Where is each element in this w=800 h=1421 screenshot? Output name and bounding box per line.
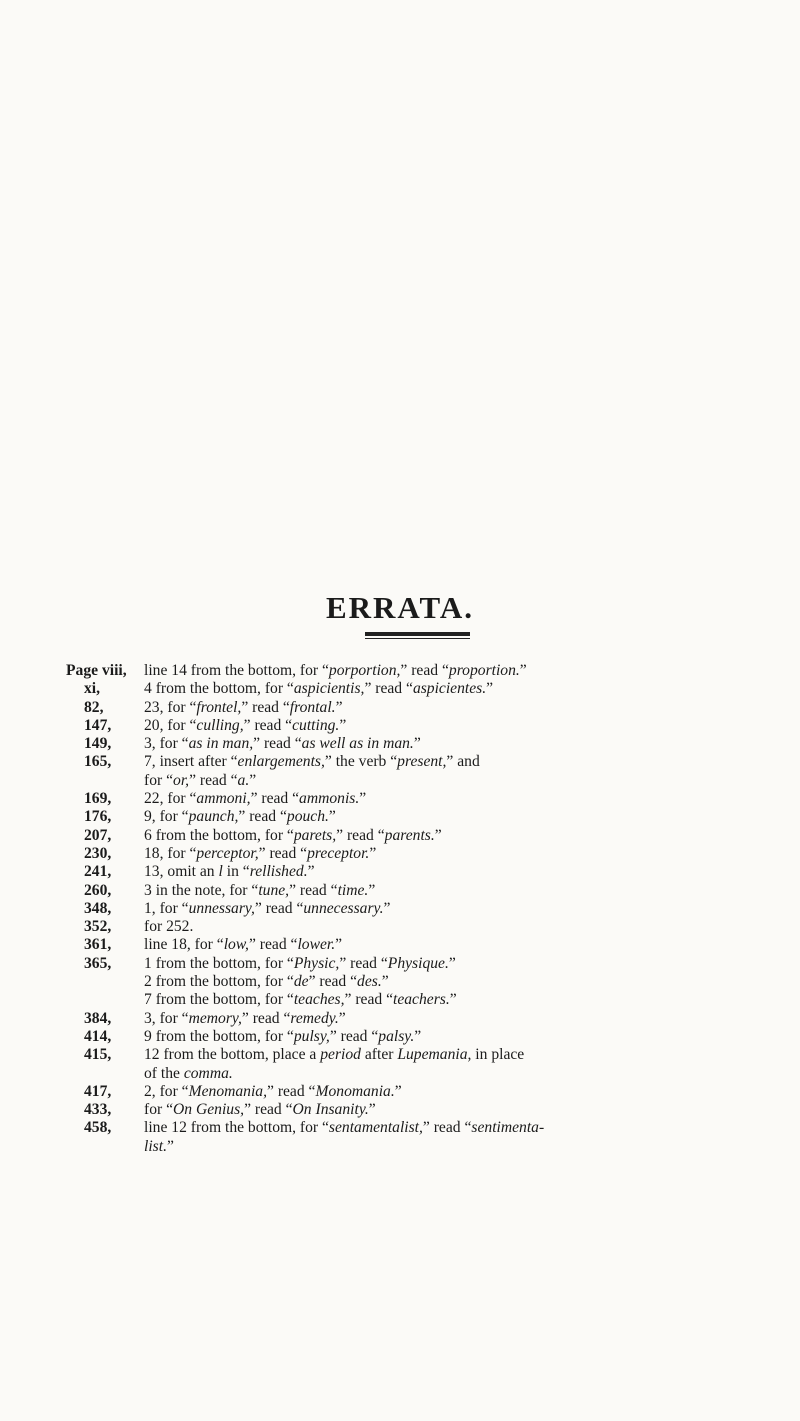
errata-post: ” <box>328 808 336 826</box>
errata-wrong: paunch, <box>188 808 239 826</box>
errata-pre: 20, for “ <box>144 716 197 734</box>
errata-mid: ” read “ <box>253 735 302 753</box>
errata-mid: ” read “ <box>238 808 287 826</box>
errata-mid: ” read “ <box>250 790 300 808</box>
errata-text <box>144 1028 774 1046</box>
errata-wrong: period <box>320 1046 361 1064</box>
errata-entry <box>84 973 774 991</box>
errata-post: ” <box>486 680 494 698</box>
errata-page-number: 149, <box>84 735 112 753</box>
errata-right: remedy. <box>290 1009 339 1027</box>
errata-right: rellished. <box>249 863 308 881</box>
errata-pre: 2 from the bottom, for “ <box>144 973 294 991</box>
errata-text <box>144 955 774 973</box>
errata-right: present, <box>397 753 447 771</box>
errata-post: ” <box>335 936 343 954</box>
errata-pre: 9 from the bottom, for “ <box>144 1027 294 1045</box>
errata-text <box>144 1065 774 1083</box>
errata-entry <box>84 863 774 881</box>
errata-mid: ” read “ <box>400 662 449 679</box>
errata-text <box>144 863 774 881</box>
errata-post: ” <box>381 973 389 991</box>
errata-pre: 6 from the bottom, for “ <box>144 826 294 844</box>
errata-pre: 23, for “ <box>144 698 197 716</box>
errata-text <box>144 735 774 753</box>
errata-pre: 18, for “ <box>144 844 197 862</box>
errata-pre: 3 in the note, for “ <box>144 881 259 899</box>
errata-text <box>144 827 774 845</box>
errata-entry <box>84 717 774 735</box>
errata-text <box>144 808 774 826</box>
errata-page-number <box>84 1138 144 1156</box>
errata-right: des. <box>357 973 382 991</box>
errata-mid: ” read “ <box>241 1009 291 1027</box>
errata-pre: 2, for “ <box>144 1082 189 1100</box>
errata-wrong: list. <box>144 1137 167 1155</box>
errata-page-number: 207, <box>84 826 112 844</box>
errata-page-number: 365, <box>84 954 112 972</box>
errata-page-number: 414, <box>84 1027 112 1045</box>
errata-text <box>144 753 774 771</box>
errata-pre: line 18, for “ <box>144 936 224 954</box>
errata-right: parents. <box>384 826 435 844</box>
errata-pre: 22, for “ <box>144 790 197 808</box>
errata-mid: ” read “ <box>289 881 338 899</box>
errata-pre: line 12 from the bottom, for “ <box>144 1119 329 1137</box>
errata-entry <box>84 1083 774 1101</box>
errata-right: proportion. <box>448 662 520 679</box>
errata-page-number <box>84 772 144 790</box>
errata-wrong: parets, <box>293 826 337 844</box>
errata-text <box>144 772 774 790</box>
errata-mid: ” read “ <box>241 698 290 716</box>
errata-entry <box>84 1046 774 1064</box>
errata-right: lower. <box>297 936 336 954</box>
errata-post: ” <box>335 698 343 716</box>
errata-page-number: 352, <box>84 918 112 936</box>
errata-page-number: 169, <box>84 790 112 808</box>
errata-post: in place <box>471 1046 525 1064</box>
errata-mid: after <box>360 1046 398 1064</box>
errata-page-number: xi, <box>84 680 101 698</box>
errata-post: ” <box>414 1027 422 1045</box>
errata-wrong: teaches, <box>293 991 345 1009</box>
errata-post: ” <box>383 899 391 917</box>
errata-page-number: 147, <box>84 716 112 734</box>
errata-text <box>144 1138 774 1156</box>
errata-post: ” and <box>446 753 480 771</box>
errata-entry <box>84 955 774 973</box>
errata-mid: ” read “ <box>339 954 388 972</box>
title-rule-thick <box>365 632 470 636</box>
errata-page-number: 458, <box>84 1119 112 1137</box>
errata-text <box>144 900 774 918</box>
errata-page-number: Page viii, <box>66 662 127 679</box>
errata-right: a. <box>237 771 250 789</box>
errata-page-number: 433, <box>84 1101 112 1119</box>
errata-wrong: l <box>218 863 223 881</box>
errata-wrong: sentamentalist, <box>328 1119 423 1137</box>
errata-page-number: 165, <box>84 753 112 771</box>
errata-right: time. <box>337 881 369 899</box>
page-title: ERRATA. <box>325 590 475 625</box>
errata-wrong: de <box>293 973 309 991</box>
errata-wrong: memory, <box>188 1009 242 1027</box>
errata-post: ” <box>368 1101 376 1119</box>
errata-mid: ” read “ <box>364 680 413 698</box>
errata-right: ammonis. <box>299 790 360 808</box>
errata-mid: ” read “ <box>422 1119 472 1137</box>
errata-right: preceptor. <box>307 844 370 862</box>
errata-page-number: 361, <box>84 936 112 954</box>
errata-wrong: enlargements, <box>237 753 325 771</box>
errata-post: ” <box>338 1009 346 1027</box>
errata-mid: ” read “ <box>244 1101 293 1119</box>
errata-text <box>144 662 774 680</box>
errata-text <box>144 680 774 698</box>
errata-mid: ” read “ <box>258 844 308 862</box>
errata-text <box>144 699 774 717</box>
errata-page-number: 260, <box>84 881 112 899</box>
errata-mid: ” read “ <box>308 973 358 991</box>
errata-text <box>144 882 774 900</box>
errata-right: On Insanity. <box>292 1101 369 1119</box>
errata-right: Lupemania, <box>397 1046 472 1064</box>
errata-pre: 7 from the bottom, for “ <box>144 991 294 1009</box>
errata-post: ” <box>448 954 456 972</box>
errata-mid: ” <box>166 1137 174 1155</box>
errata-pre: 3, for “ <box>144 1009 189 1027</box>
errata-pre: 3, for “ <box>144 735 189 753</box>
errata-mid: ” read “ <box>254 899 304 917</box>
errata-pre: 4 from the bottom, for “ <box>144 680 294 698</box>
errata-page-number: 417, <box>84 1082 112 1100</box>
errata-entry <box>84 1010 774 1028</box>
errata-entry <box>84 918 774 936</box>
errata-wrong: culling, <box>196 716 244 734</box>
errata-text <box>144 1101 774 1119</box>
errata-mid: ” read “ <box>189 771 238 789</box>
errata-page-number: 348, <box>84 899 112 917</box>
errata-entry <box>84 991 774 1009</box>
errata-entry <box>84 1101 774 1119</box>
errata-text <box>144 1119 774 1137</box>
errata-post: ” <box>307 863 315 881</box>
errata-text <box>144 973 774 991</box>
errata-text <box>144 1083 774 1101</box>
errata-entry <box>66 662 774 680</box>
errata-page-number <box>84 973 144 991</box>
errata-post: ” <box>434 826 442 844</box>
errata-right: pouch. <box>286 808 329 826</box>
errata-page-number: 415, <box>84 1046 112 1064</box>
errata-entry <box>84 1028 774 1046</box>
errata-right: palsy. <box>378 1027 415 1045</box>
errata-pre: for 252. <box>144 918 194 936</box>
errata-pre: 13, omit an <box>144 863 219 881</box>
errata-pre: line 14 from the bottom, for “ <box>144 662 329 679</box>
errata-entry <box>84 735 774 753</box>
errata-wrong: as in man, <box>188 735 254 753</box>
errata-entry <box>84 900 774 918</box>
errata-page-number: 384, <box>84 1009 112 1027</box>
errata-text <box>144 1010 774 1028</box>
errata-right: as well as in man. <box>301 735 414 753</box>
errata-post: ” <box>368 881 376 899</box>
errata-right: aspicientes. <box>412 680 487 698</box>
errata-pre: for “ <box>144 771 174 789</box>
errata-entry <box>84 753 774 771</box>
errata-pre: 1 from the bottom, for “ <box>144 954 294 972</box>
errata-entry <box>84 1138 774 1156</box>
errata-text <box>144 717 774 735</box>
errata-text <box>144 845 774 863</box>
errata-text <box>144 936 774 954</box>
errata-right: Physique. <box>387 954 449 972</box>
errata-page-number <box>84 991 144 1009</box>
errata-post: ” <box>394 1082 402 1100</box>
errata-list <box>66 662 774 1156</box>
errata-wrong: Physic, <box>293 954 340 972</box>
errata-post: ” <box>449 991 457 1009</box>
title-rule-thin <box>365 638 470 639</box>
errata-mid: ” read “ <box>248 936 298 954</box>
errata-wrong: or, <box>173 771 190 789</box>
errata-post: ” <box>519 662 527 679</box>
errata-entry <box>84 808 774 826</box>
errata-right: teachers. <box>393 991 450 1009</box>
errata-post: ” <box>359 790 367 808</box>
errata-mid: ” read “ <box>267 1082 316 1100</box>
errata-entry <box>84 790 774 808</box>
errata-entry <box>84 1065 774 1083</box>
errata-right: cutting. <box>292 716 340 734</box>
errata-mid: ” read “ <box>329 1027 379 1045</box>
errata-pre: of the <box>144 1064 184 1082</box>
errata-pre: for “ <box>144 1101 174 1119</box>
errata-wrong: pulsy, <box>293 1027 330 1045</box>
errata-page-number: 241, <box>84 863 112 881</box>
errata-entry <box>84 882 774 900</box>
errata-entry <box>84 1119 774 1137</box>
errata-text <box>144 790 774 808</box>
errata-post: ” <box>413 735 421 753</box>
errata-mid: ” read “ <box>336 826 385 844</box>
errata-text <box>144 1046 774 1064</box>
errata-entry <box>84 772 774 790</box>
errata-wrong: low, <box>223 936 249 954</box>
errata-pre: 9, for “ <box>144 808 189 826</box>
errata-right: frontal. <box>289 698 336 716</box>
errata-entry <box>84 680 774 698</box>
errata-pre: 1, for “ <box>144 899 189 917</box>
errata-entry <box>84 936 774 954</box>
errata-page-number <box>84 1065 144 1083</box>
errata-mid: ” read “ <box>243 716 293 734</box>
errata-wrong: perceptor, <box>196 844 259 862</box>
errata-wrong: porportion, <box>328 662 401 679</box>
errata-post: ” <box>339 716 347 734</box>
errata-pre: 12 from the bottom, place a <box>144 1046 321 1064</box>
errata-text <box>144 918 774 936</box>
errata-page-number: 230, <box>84 844 112 862</box>
errata-page-number: 176, <box>84 808 112 826</box>
errata-wrong: ammoni, <box>196 790 251 808</box>
errata-post: ” <box>249 771 257 789</box>
errata-pre: 7, insert after “ <box>144 753 238 771</box>
errata-right: unnecessary. <box>303 899 384 917</box>
errata-wrong: unnessary, <box>188 899 255 917</box>
errata-wrong: aspicientis, <box>293 680 365 698</box>
errata-wrong: comma. <box>183 1064 233 1082</box>
errata-right: Monomania. <box>315 1082 395 1100</box>
errata-post: ” <box>369 844 377 862</box>
errata-text <box>144 991 774 1009</box>
errata-wrong: On Genius, <box>173 1101 245 1119</box>
errata-mid: ” the verb “ <box>324 753 398 771</box>
errata-entry <box>84 699 774 717</box>
errata-page-number: 82, <box>84 698 104 716</box>
errata-right: sentimenta- <box>471 1119 545 1137</box>
errata-mid: in “ <box>222 863 250 881</box>
errata-wrong: frontel, <box>196 698 242 716</box>
errata-entry <box>84 845 774 863</box>
errata-mid: ” read “ <box>344 991 393 1009</box>
errata-wrong: Menomania, <box>188 1082 267 1100</box>
errata-entry <box>84 827 774 845</box>
errata-wrong: tune, <box>258 881 290 899</box>
